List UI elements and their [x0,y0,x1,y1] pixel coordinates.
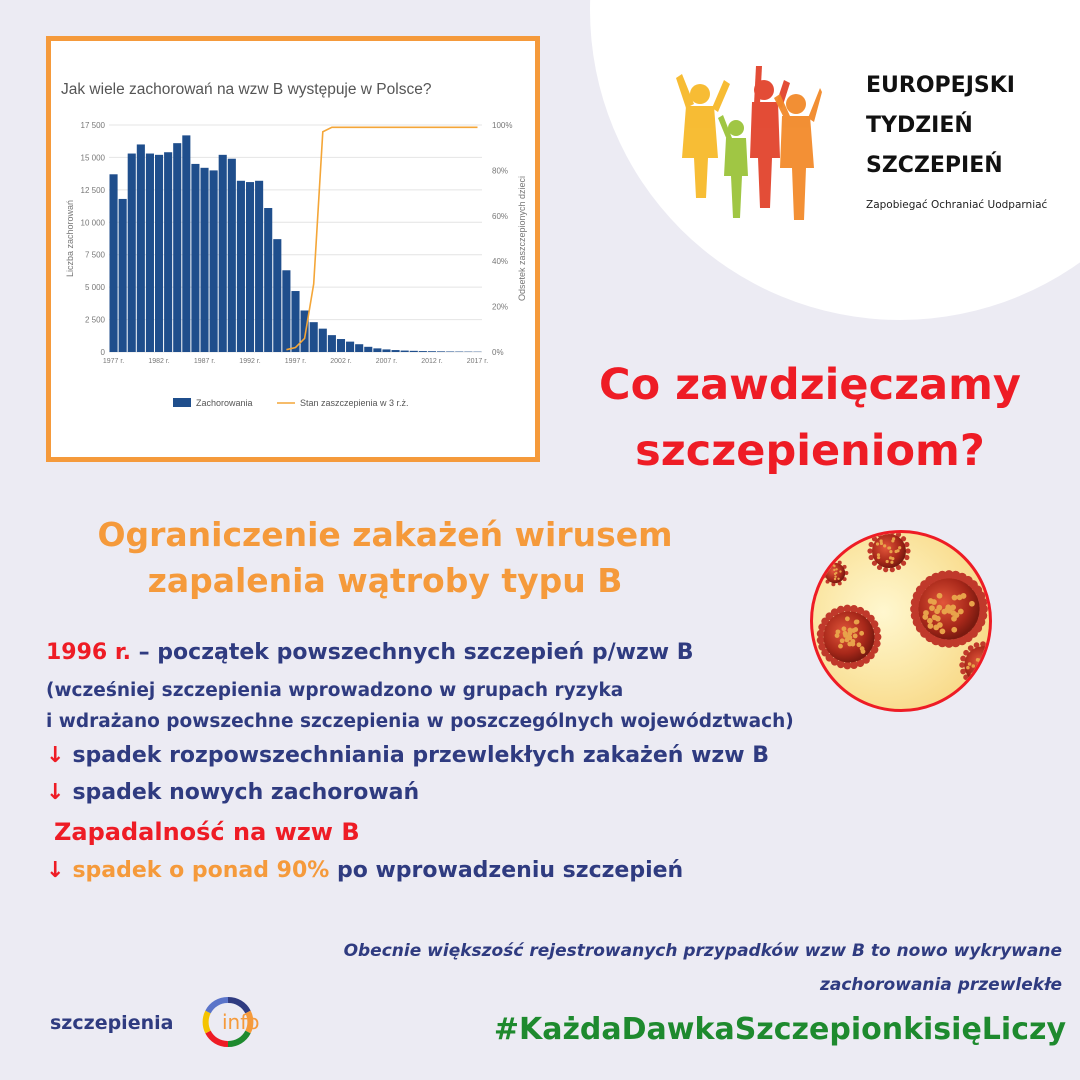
decline-text: po wprowadzeniu szczepień [329,858,684,883]
bar [273,239,281,352]
x-tick-label: 2002 r. [330,358,352,365]
y-axis-label: Liczba zachorowań [65,199,75,278]
x-tick-label: 2017 r. [466,358,489,365]
bar [446,351,454,352]
bar [264,208,272,352]
y-tick-label: 15 000 [80,153,105,163]
bar [364,347,372,352]
virus-particle [817,605,882,670]
bar [173,143,181,352]
bar [155,155,163,352]
bar [419,351,427,352]
bar [119,199,127,352]
bar [382,349,390,352]
bar [355,344,363,352]
y-tick-label: 7 500 [84,250,105,260]
y2-axis-label: Odsetek zaszczepionych dzieci [517,175,527,302]
x-tick-label: 1982 r. [148,358,170,365]
brand-name: szczepienia [50,1012,174,1034]
chronic-decline-line [46,743,769,768]
bar [373,348,381,352]
bar [328,335,336,352]
bar [137,144,145,352]
subheadline: Ograniczenie zakażeń wirusem zapalenia wątroby typu B [97,515,673,600]
bar [219,155,227,352]
szczepienia-info-logo [50,994,290,1064]
y2-tick-label: 40% [492,257,509,267]
bar [200,168,208,352]
y-tick-label: 0 [100,348,105,357]
bar [282,270,290,352]
y-tick-label: 17 500 [80,121,105,130]
bar [128,154,136,352]
incidence-decline-line [46,858,683,883]
virus-particle [822,560,848,587]
y2-tick-label: 20% [492,302,509,312]
footnote: Obecnie większość rejestrowanych przypadków wzw B to nowo wykrywane zachorowania przewlekłe [343,941,1062,995]
x-tick-label: 1997 r. [284,358,307,365]
y2-tick-label: 100% [492,121,513,130]
bar [428,351,436,352]
virus-illustration [810,530,992,712]
bar [164,152,172,352]
bar [437,351,445,352]
virus-icon [813,533,992,712]
virus-particle [910,570,988,648]
down-arrow-icon: ↓ [46,858,65,883]
new-cases-decline-line [46,780,419,805]
vaccination-start-line [46,640,694,665]
y-tick-label: 5 000 [84,283,105,293]
virus-particle [867,533,910,572]
bar [210,170,218,352]
down-arrow-icon: ↓ [46,743,65,768]
campaign-title: EUROPEJSKI TYDZIEŃ SZCZEPIEŃ [866,73,1015,178]
bar [401,351,409,352]
chart-svg [51,41,535,457]
bar [237,181,245,352]
decline-percentage: spadek o ponad 90% [72,858,330,883]
y2-tick-label: 60% [492,211,509,221]
y-tick-label: 12 500 [80,185,105,195]
brand-suffix: info [222,1010,260,1034]
bar [392,350,400,352]
y-tick-label: 10 000 [80,218,105,228]
risk-groups-note: (wcześniej szczepienia wprowadzono w grupach ryzyka [46,680,624,701]
y2-tick-label: 80% [492,166,509,176]
bar [146,154,154,352]
x-tick-label: 1992 r. [239,358,261,365]
bar [110,174,118,352]
bar [337,339,345,352]
chronic-decline-text: spadek rozpowszechniania przewlekłych zakażeń wzw B [72,743,769,768]
vaccination-start-text: – początek powszechnych szczepień p/wzw B [130,640,694,665]
incidence-heading: Zapadalność na wzw B [54,818,360,846]
legend-swatch-bars [173,398,191,407]
down-arrow-icon: ↓ [46,780,65,805]
bar [410,351,418,352]
bar [228,159,236,352]
legend-label-bars: Zachorowania [196,398,253,408]
new-cases-decline-text: spadek nowych zachorowań [72,780,420,805]
bar [310,322,318,352]
x-tick-label: 2007 r. [375,358,398,365]
chart-frame [46,36,540,462]
bar [246,182,254,352]
bar [319,329,327,352]
bar [346,342,354,352]
children-logo-icon [672,58,822,228]
x-tick-label: 1977 r. [102,358,125,365]
y-tick-label: 2 500 [84,315,105,325]
headline: Co zawdzięczamy szczepieniom? [599,360,1021,476]
virus-particle [959,641,992,689]
vaccination-line [286,127,477,349]
bar [255,181,263,352]
voivodeship-note: i wdrażano powszechne szczepienia w poszczególnych województwach) [46,711,794,732]
x-tick-label: 1987 r. [193,358,216,365]
y2-tick-label: 0% [492,348,504,357]
year-highlight: 1996 r. [46,640,131,665]
chart-title: Jak wiele zachorowań na wzw B występuje w Polsce? [61,81,432,98]
campaign-subtitle: Zapobiegać Ochraniać Uodparniać [866,199,1048,211]
x-tick-label: 2012 r. [421,358,443,365]
bar [191,164,199,352]
legend-label-line: Stan zaszczepienia w 3 r.ż. [300,398,409,408]
bar [182,135,190,352]
hashtag: #KażdaDawkaSzczepionkisięLiczy [493,1012,1066,1047]
bar [291,291,299,352]
